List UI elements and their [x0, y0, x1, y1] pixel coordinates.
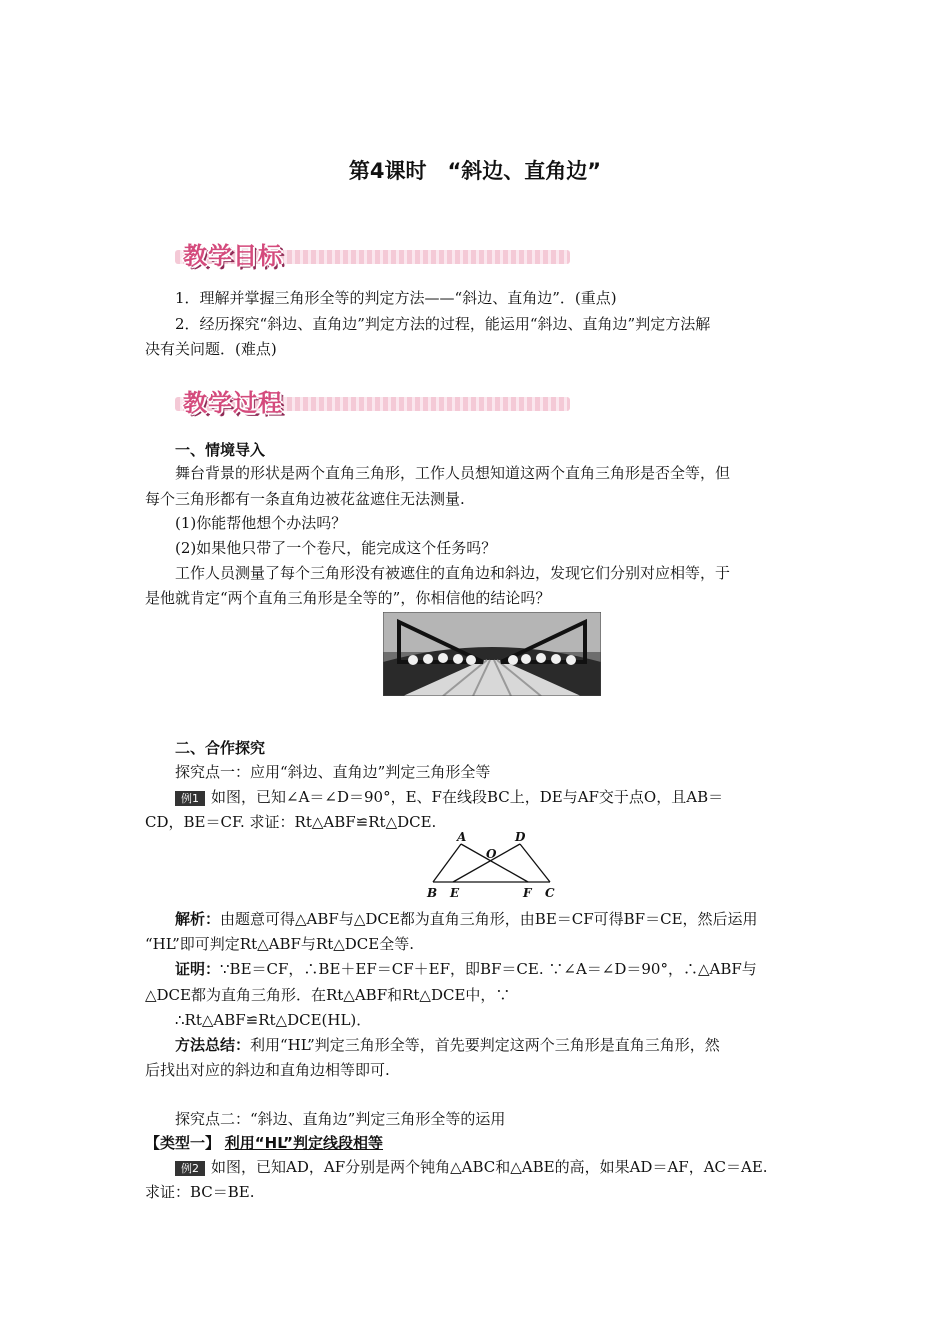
banner-teaching-process [175, 383, 570, 421]
section-heading-2: 二、合作探究 [175, 739, 266, 757]
example-badge: 例2 [175, 1161, 205, 1176]
analysis-label: 解析： [175, 910, 221, 928]
question-2: (2)如果他只带了一个卷尺，能完成这个任务吗？ [175, 539, 497, 557]
example-2-line1 [145, 1155, 810, 1179]
example-1-line2: CD，BE＝CF. 求证：Rt△ABF≌Rt△DCE. [145, 813, 437, 831]
goal-2-line2: 决有关问题．(难点) [145, 340, 277, 358]
label-E: E [450, 886, 460, 900]
banner-label: 教学目标 [183, 242, 283, 270]
intro-para-2a: 工作人员测量了每个三角形没有被遮住的直角边和斜边，发现它们分别对应相等，于 [175, 564, 731, 582]
section-heading-1: 一、情境导入 [175, 441, 266, 459]
page-title: 第4课时 “斜边、直角边” [348, 159, 602, 183]
label-A: A [457, 830, 467, 844]
type-1-label: 【类型一】 [145, 1134, 221, 1152]
example-badge: 例1 [175, 791, 205, 806]
banner-teaching-goals [175, 236, 570, 274]
intro-para-1a: 舞台背景的形状是两个直角三角形，工作人员想知道这两个直角三角形是否全等，但 [175, 464, 731, 482]
label-C: C [545, 886, 555, 900]
goal-2-line1: 2．经历探究“斜边、直角边”判定方法的过程，能运用“斜边、直角边”判定方法解 [175, 315, 711, 333]
example-2-text: 如图，已知AD，AF分别是两个钝角△ABC和△ABE的高，如果AD＝AF，AC＝AE. [211, 1158, 768, 1176]
proof-line2: △DCE都为直角三角形．在Rt△ABF和Rt△DCE中，∵ [145, 986, 511, 1004]
goal-1: 1．理解并掌握三角形全等的判定方法——“斜边、直角边”．(重点) [175, 289, 617, 307]
label-B: B [427, 886, 438, 900]
explore-point-1: 探究点一：应用“斜边、直角边”判定三角形全等 [175, 763, 491, 781]
method-summary-line1: 方法总结：利用“HL”判定三角形全等，首先要判定这两个三角形是直角三角形，然 [175, 1036, 720, 1054]
type-1-title: 利用“HL”判定线段相等 [224, 1134, 384, 1152]
label-F: F [523, 886, 532, 900]
banner-label: 教学过程 [183, 389, 283, 417]
analysis-line2: “HL”即可判定Rt△ABF与Rt△DCE全等. [145, 935, 414, 953]
analysis-line1: 解析：由题意可得△ABF与△DCE都为直角三角形，由BE＝CF可得BF＝CE，然后运用 [175, 910, 758, 928]
example-2-line2: 求证：BC＝BE. [145, 1183, 255, 1201]
stage-photo [383, 612, 601, 696]
method-summary-line2: 后找出对应的斜边和直角边相等即可. [145, 1061, 390, 1079]
example-1-line1 [145, 785, 810, 809]
method-summary-label: 方法总结： [175, 1036, 251, 1054]
intro-para-2b: 是他就肯定“两个直角三角形是全等的”，你相信他的结论吗？ [145, 589, 551, 607]
intro-para-1b: 每个三角形都有一条直角边被花盆遮住无法测量. [145, 490, 465, 508]
question-1: (1)你能帮他想个办法吗？ [175, 514, 347, 532]
triangle-figure [423, 830, 563, 902]
label-D: D [515, 830, 526, 844]
explore-point-2: 探究点二：“斜边、直角边”判定三角形全等的运用 [175, 1110, 506, 1128]
label-O: O [486, 847, 497, 861]
proof-label: 证明： [175, 960, 221, 978]
proof-line1: 证明：∵BE＝CF，∴BE＋EF＝CF＋EF，即BF＝CE. ∵∠A＝∠D＝90°，∴△ABF与 [175, 960, 757, 978]
example-1-text: 如图，已知∠A＝∠D＝90°，E、F在线段BC上，DE与AF交于点O，且AB＝ [211, 788, 724, 806]
proof-line3: ∴Rt△ABF≌Rt△DCE(HL)． [175, 1011, 372, 1029]
type-1-heading [145, 1131, 810, 1155]
